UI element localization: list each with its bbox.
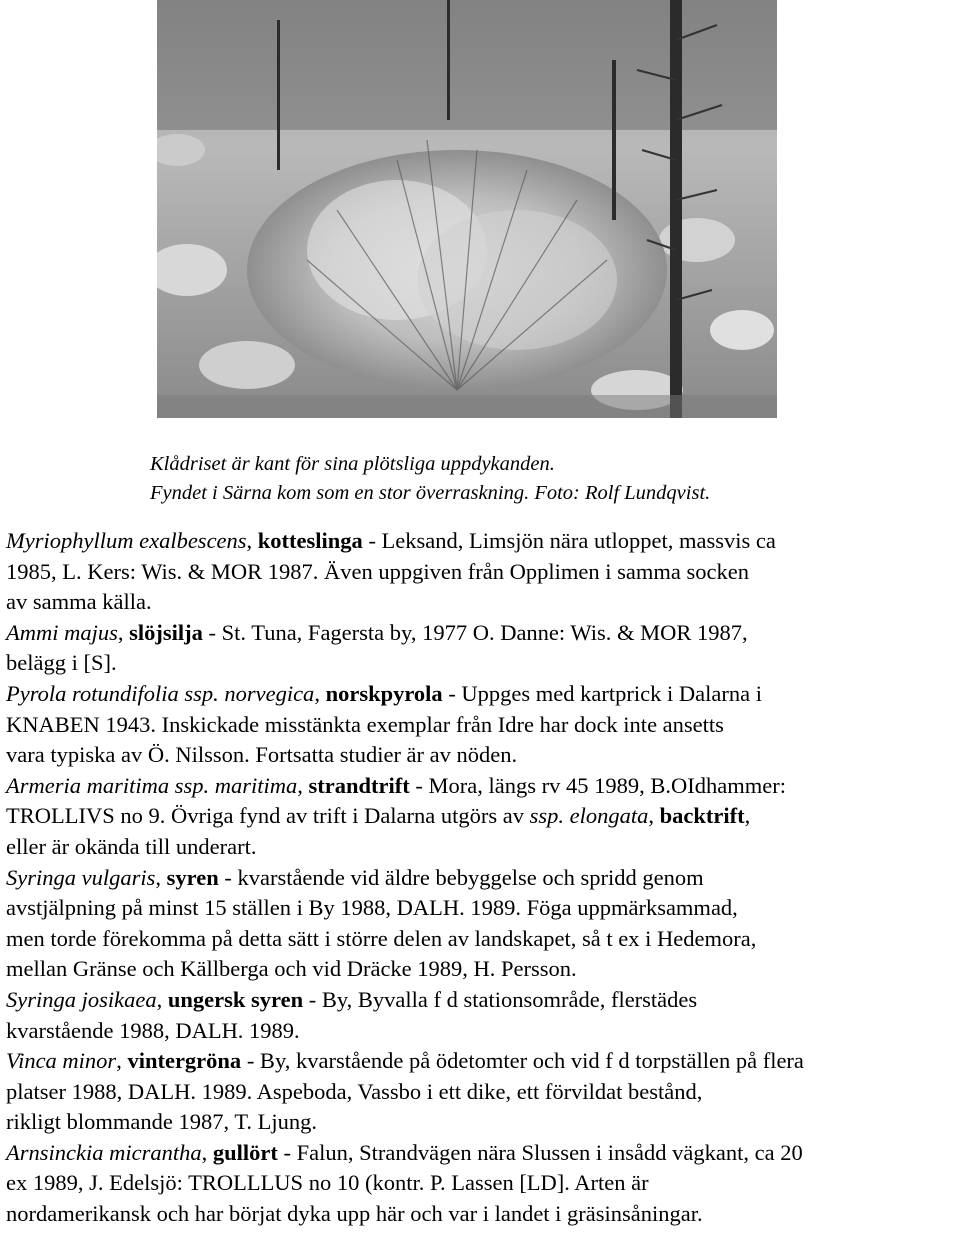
separator: ,	[246, 528, 258, 553]
swedish-name: ungersk syren	[167, 986, 304, 1012]
entry-line	[6, 801, 956, 832]
species-entry	[6, 526, 956, 618]
entry-line: nordamerikansk och har börjat dyka upp här och var i landet i gräsinsåningar.	[6, 1201, 703, 1227]
species-entry	[6, 1046, 956, 1138]
swedish-name: gullört	[212, 1139, 278, 1165]
entry-text: - St. Tuna, Fagersta by, 1977 O. Danne: Wis. & MOR 1987,	[202, 619, 748, 645]
entry-line	[6, 679, 956, 710]
swedish-name: slöjsilja	[129, 619, 203, 645]
entry-text: - kvarstående vid äldre bebyggelse och spridd genom	[218, 864, 704, 890]
entry-line: avstjälpning på minst 15 ställen i By 1988, DALH. 1989. Föga uppmärksammad,	[6, 895, 738, 921]
swedish-name: backtrift	[659, 803, 745, 829]
entry-line: 1985, L. Kers: Wis. & MOR 1987. Även uppgiven från Opplimen i samma socken	[6, 558, 749, 584]
swedish-name: kotteslinga	[257, 528, 363, 553]
scientific-name: Pyrola rotundifolia ssp. norvegica	[6, 680, 315, 706]
scientific-name: Syringa vulgaris	[6, 864, 156, 890]
swedish-name: strandtrift	[308, 772, 410, 798]
entry-line	[6, 771, 956, 802]
scientific-name: ssp. elongata	[529, 803, 649, 829]
scientific-name: Vinca minor	[6, 1048, 117, 1074]
swedish-name: vintergröna	[127, 1048, 242, 1074]
entry-text: - Leksand, Limsjön nära utloppet, massvis ca	[362, 528, 776, 553]
entry-text: - Falun, Strandvägen nära Slussen i insådd vägkant, ca 20	[277, 1139, 803, 1165]
scientific-name: Armeria maritima ssp. maritima	[6, 772, 298, 798]
scientific-name: Syringa josikaea	[6, 986, 157, 1012]
separator: ,	[314, 680, 326, 706]
entry-line: belägg i [S].	[6, 650, 117, 676]
entry-line: ex 1989, J. Edelsjö: TROLLLUS no 10 (kontr. P. Lassen [LD]. Arten är	[6, 1170, 649, 1196]
entry-line	[6, 1138, 956, 1169]
photo-caption	[150, 450, 910, 508]
entry-text: TROLLIVS no 9. Övriga fynd av trift i Dalarna utgörs av	[6, 803, 530, 829]
entry-line: av samma källa.	[6, 589, 152, 615]
separator: ,	[116, 1048, 128, 1074]
species-entry	[6, 771, 956, 863]
entry-line: men torde förekomma på detta sätt i större delen av landskapet, så t ex i Hedemora,	[6, 925, 757, 951]
separator: ,	[156, 986, 168, 1012]
kladris-photo	[157, 0, 777, 418]
entry-line: mellan Gränse och Källberga och vid Dräcke 1989, H. Persson.	[6, 956, 577, 982]
caption-line: Fyndet i Särna kom som en stor överraskning. Foto: Rolf Lundqvist.	[150, 482, 711, 504]
entry-text: - By, kvarstående på ödetomter och vid f d torpställen på flera	[241, 1048, 804, 1074]
species-entry	[6, 1138, 956, 1230]
entry-line	[6, 526, 956, 557]
separator: ,	[117, 619, 130, 645]
separator: ,	[155, 864, 167, 890]
entry-line	[6, 1046, 956, 1077]
scientific-name: Ammi majus	[6, 619, 118, 645]
entry-text: - Uppges med kartprick i Dalarna i	[442, 680, 762, 706]
entry-text: ,	[744, 803, 751, 829]
entry-text: - Mora, längs rv 45 1989, B.OIdhammer:	[409, 772, 786, 798]
entry-text: - By, Byvalla f d stationsområde, flerstädes	[303, 986, 698, 1012]
entry-line: vara typiska av Ö. Nilsson. Fortsatta studier är av nöden.	[6, 742, 518, 768]
photo-drawing	[157, 0, 777, 418]
species-list	[6, 526, 956, 1230]
species-entry	[6, 985, 956, 1046]
swedish-name: syren	[166, 864, 219, 890]
species-entry	[6, 863, 956, 985]
species-entry	[6, 679, 956, 771]
separator: ,	[201, 1139, 213, 1165]
entry-line: kvarstående 1988, DALH. 1989.	[6, 1017, 300, 1043]
entry-line	[6, 618, 956, 649]
scientific-name: Myriophyllum exalbescens	[6, 528, 247, 553]
entry-line	[6, 985, 956, 1016]
separator: ,	[648, 803, 660, 829]
entry-line	[6, 863, 956, 894]
scientific-name: Arnsinckia micrantha	[6, 1139, 202, 1165]
caption-line: Klådriset är kant för sina plötsliga uppdykanden.	[150, 453, 555, 475]
entry-line: platser 1988, DALH. 1989. Aspeboda, Vassbo i ett dike, ett förvildat bestånd,	[6, 1078, 703, 1104]
species-entry	[6, 618, 956, 679]
entry-line: KNABEN 1943. Inskickade misstänkta exemplar från Idre har dock inte ansetts	[6, 711, 724, 737]
entry-line: rikligt blommande 1987, T. Ljung.	[6, 1109, 318, 1135]
separator: ,	[297, 772, 309, 798]
swedish-name: norskpyrola	[325, 680, 443, 706]
entry-line: eller är okända till underart.	[6, 833, 257, 859]
